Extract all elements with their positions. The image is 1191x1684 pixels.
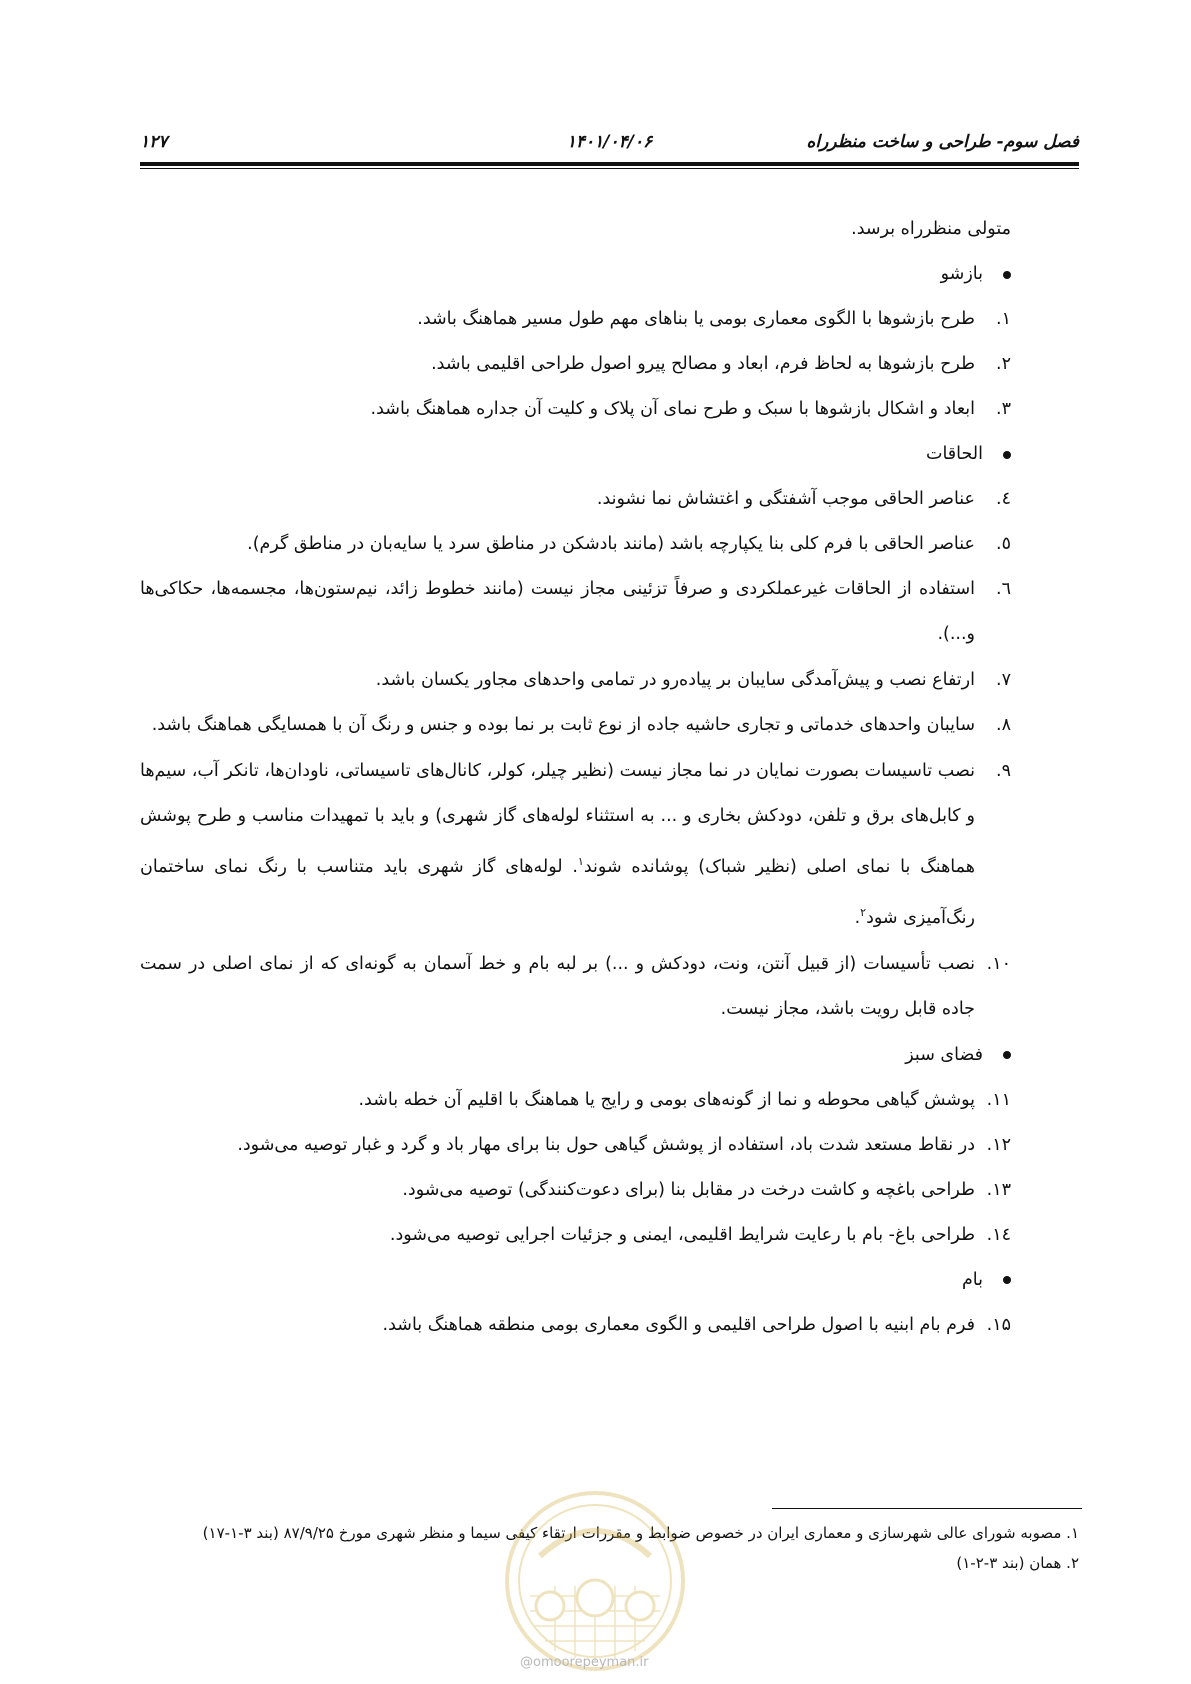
section-heading-attachments [140,441,1011,468]
bullet-icon [1003,1051,1011,1059]
item-text: عناصر الحاقی با فرم کلی بنا یکپارچه باشد (مانند بادشکن در مناطق سرد یا سایه‌بان در مناطق گرم). [247,534,975,554]
watermark-url: @omoorepeyman.ir [520,1655,649,1670]
item-text: ارتفاع نصب و پیش‌آمدگی سایبان بر پیاده‌رو در تمامی واحدهای مجاور یکسان باشد. [375,670,975,690]
item-text: نصب تأسیسات (از قبیل آنتن، ونت، دودکش و ...) بر لبه بام و خط آسمان به گونه‌ای که از نمای اصلی در سمت جاده قابل رویت باشد، مجاز نیست. [140,953,975,1019]
list-item [140,1177,1011,1204]
chapter-title: فصل سوم- طراحی و ساخت منظرراه [806,132,1079,152]
item-text: طرح بازشوها به لحاظ فرم، ابعاد و مصالح پیرو اصول طراحی اقلیمی باشد. [431,354,975,374]
item-number: ۲. [996,354,1011,374]
page-number: ۱۲۷ [140,132,168,152]
item-number: ۱۵. [986,1314,1011,1335]
list-item [140,396,1011,423]
item-number: ٦. [996,579,1011,599]
list-item [140,576,1011,657]
header-rule-thick [140,162,1079,166]
list-item [140,1312,1011,1339]
list-item [140,351,1011,378]
list-item [140,1132,1011,1159]
section-heading-greenery [140,1042,1011,1069]
list-item [140,712,1011,748]
item-text [140,749,975,941]
list-item [140,951,1011,1032]
header-date: ۱۴۰۱/۰۴/۰۶ [566,132,653,152]
section-label: بام [961,1269,983,1290]
item-text: سایبان واحدهای خدماتی و تجاری حاشیه جاده از نوع ثابت بر نما بوده و جنس و رنگ آن با همسایگی هماهنگ باشد. [151,715,975,735]
footnote: ۲. همان (بند ۳-۲-۱) [956,1554,1079,1572]
item-number: ۱۳. [986,1179,1011,1200]
footnote: ۱. مصوبه شورای عالی شهرسازی و معماری ایران در خصوص ضوابط و مقررات ارتقاء کیفی سیما و منظر شهری مورخ ۸۷/۹/۲۵ (بند ۳-۱-۱۷) [202,1524,1079,1542]
item-text: طراحی باغچه و کاشت درخت در مقابل بنا (برای دعوت‌کنندگی) توصیه می‌شود. [402,1179,975,1200]
list-item [140,1222,1011,1249]
bullet-icon [1003,271,1011,279]
item-text: طرح بازشوها با الگوی معماری بومی یا بناهای مهم طول مسیر هماهنگ باشد. [417,309,975,329]
item-text: عناصر الحاقی موجب آشفتگی و اغتشاش نما نشوند. [596,489,975,509]
item-number: ۱۱. [986,1089,1011,1110]
list-item [140,306,1011,333]
item-text-part: . لوله‌های گاز شهری باید متناسب با رنگ نمای ساختمان رنگ‌آمیزی شود [140,856,975,928]
item-text: در نقاط مستعد شدت باد، استفاده از پوشش گیاهی حول بنا برای مهار باد و گرد و غبار توصیه می‌شود. [237,1134,975,1155]
item-number: ۸. [996,715,1011,735]
intro-line: متولی منظرراه برسد. [851,219,1011,239]
list-item [140,758,1011,941]
section-heading-roof [140,1267,1011,1294]
watermark-seal-icon [500,1486,690,1676]
item-number: ۳. [996,399,1011,419]
list-item [140,667,1011,694]
section-label: بازشو [940,264,983,284]
list-item [140,531,1011,558]
bullet-icon [1003,451,1011,459]
item-number: ۱٤. [986,1224,1011,1245]
section-label: فضای سبز [905,1044,983,1065]
item-number: ۱۰. [986,953,1011,974]
item-number: ٤. [996,489,1011,509]
item-number: ٥. [996,534,1011,554]
body-text [140,216,1011,1357]
item-number: ۷. [996,670,1011,690]
bullet-icon [1003,1276,1011,1284]
header-rule-thin [140,168,1079,169]
item-text-part: . [854,907,861,928]
page-header [140,128,1079,158]
section-label: الحاقات [926,444,983,464]
footnote-ref: ۲ [860,905,867,919]
item-number: ۹. [996,761,1011,781]
item-text: پوشش گیاهی محوطه و نما از گونه‌های بومی و رایج یا هماهنگ با اقلیم آن خطه باشد. [358,1089,975,1110]
item-text: ابعاد و اشکال بازشوها با سبک و طرح نمای آن پلاک و کلیت آن جداره هماهنگ باشد. [370,399,975,419]
section-heading-openings [140,261,1011,288]
footnote-ref: ۱ [577,855,584,868]
item-number: ۱. [996,309,1011,329]
list-item [140,1087,1011,1114]
item-text: فرم بام ابنیه با اصول طراحی اقلیمی و الگوی معماری بومی منطقه هماهنگ باشد. [382,1314,975,1335]
item-text-part: نصب تاسیسات بصورت نمایان در نما مجاز نیست (نظیر چیلر، کولر، کانال‌های تاسیساتی، ناودان‌ها، تانکر آب، سیم‌ها و کابل‌های برق و تلفن، دودکش بخاری و ... به استثناء لوله‌های گاز شهری) و باید با تمهیدات مناسب و طرح پوشش هماهنگ با نمای اصلی (نظیر شباک) پوشانده شوند [140,761,975,877]
item-number: ۱۲. [986,1134,1011,1155]
item-text: استفاده از الحاقات غیرعملکردی و صرفاً تزئینی مجاز نیست (مانند خطوط زائد، نیم‌ستون‌ها، مجسمه‌ها، حکاکی‌ها و...). [140,579,975,644]
item-text: طراحی باغ- بام با رعایت شرایط اقلیمی، ایمنی و جزئیات اجرایی توصیه می‌شود. [389,1224,975,1245]
footnote-separator [772,1508,1082,1509]
list-item [140,486,1011,513]
